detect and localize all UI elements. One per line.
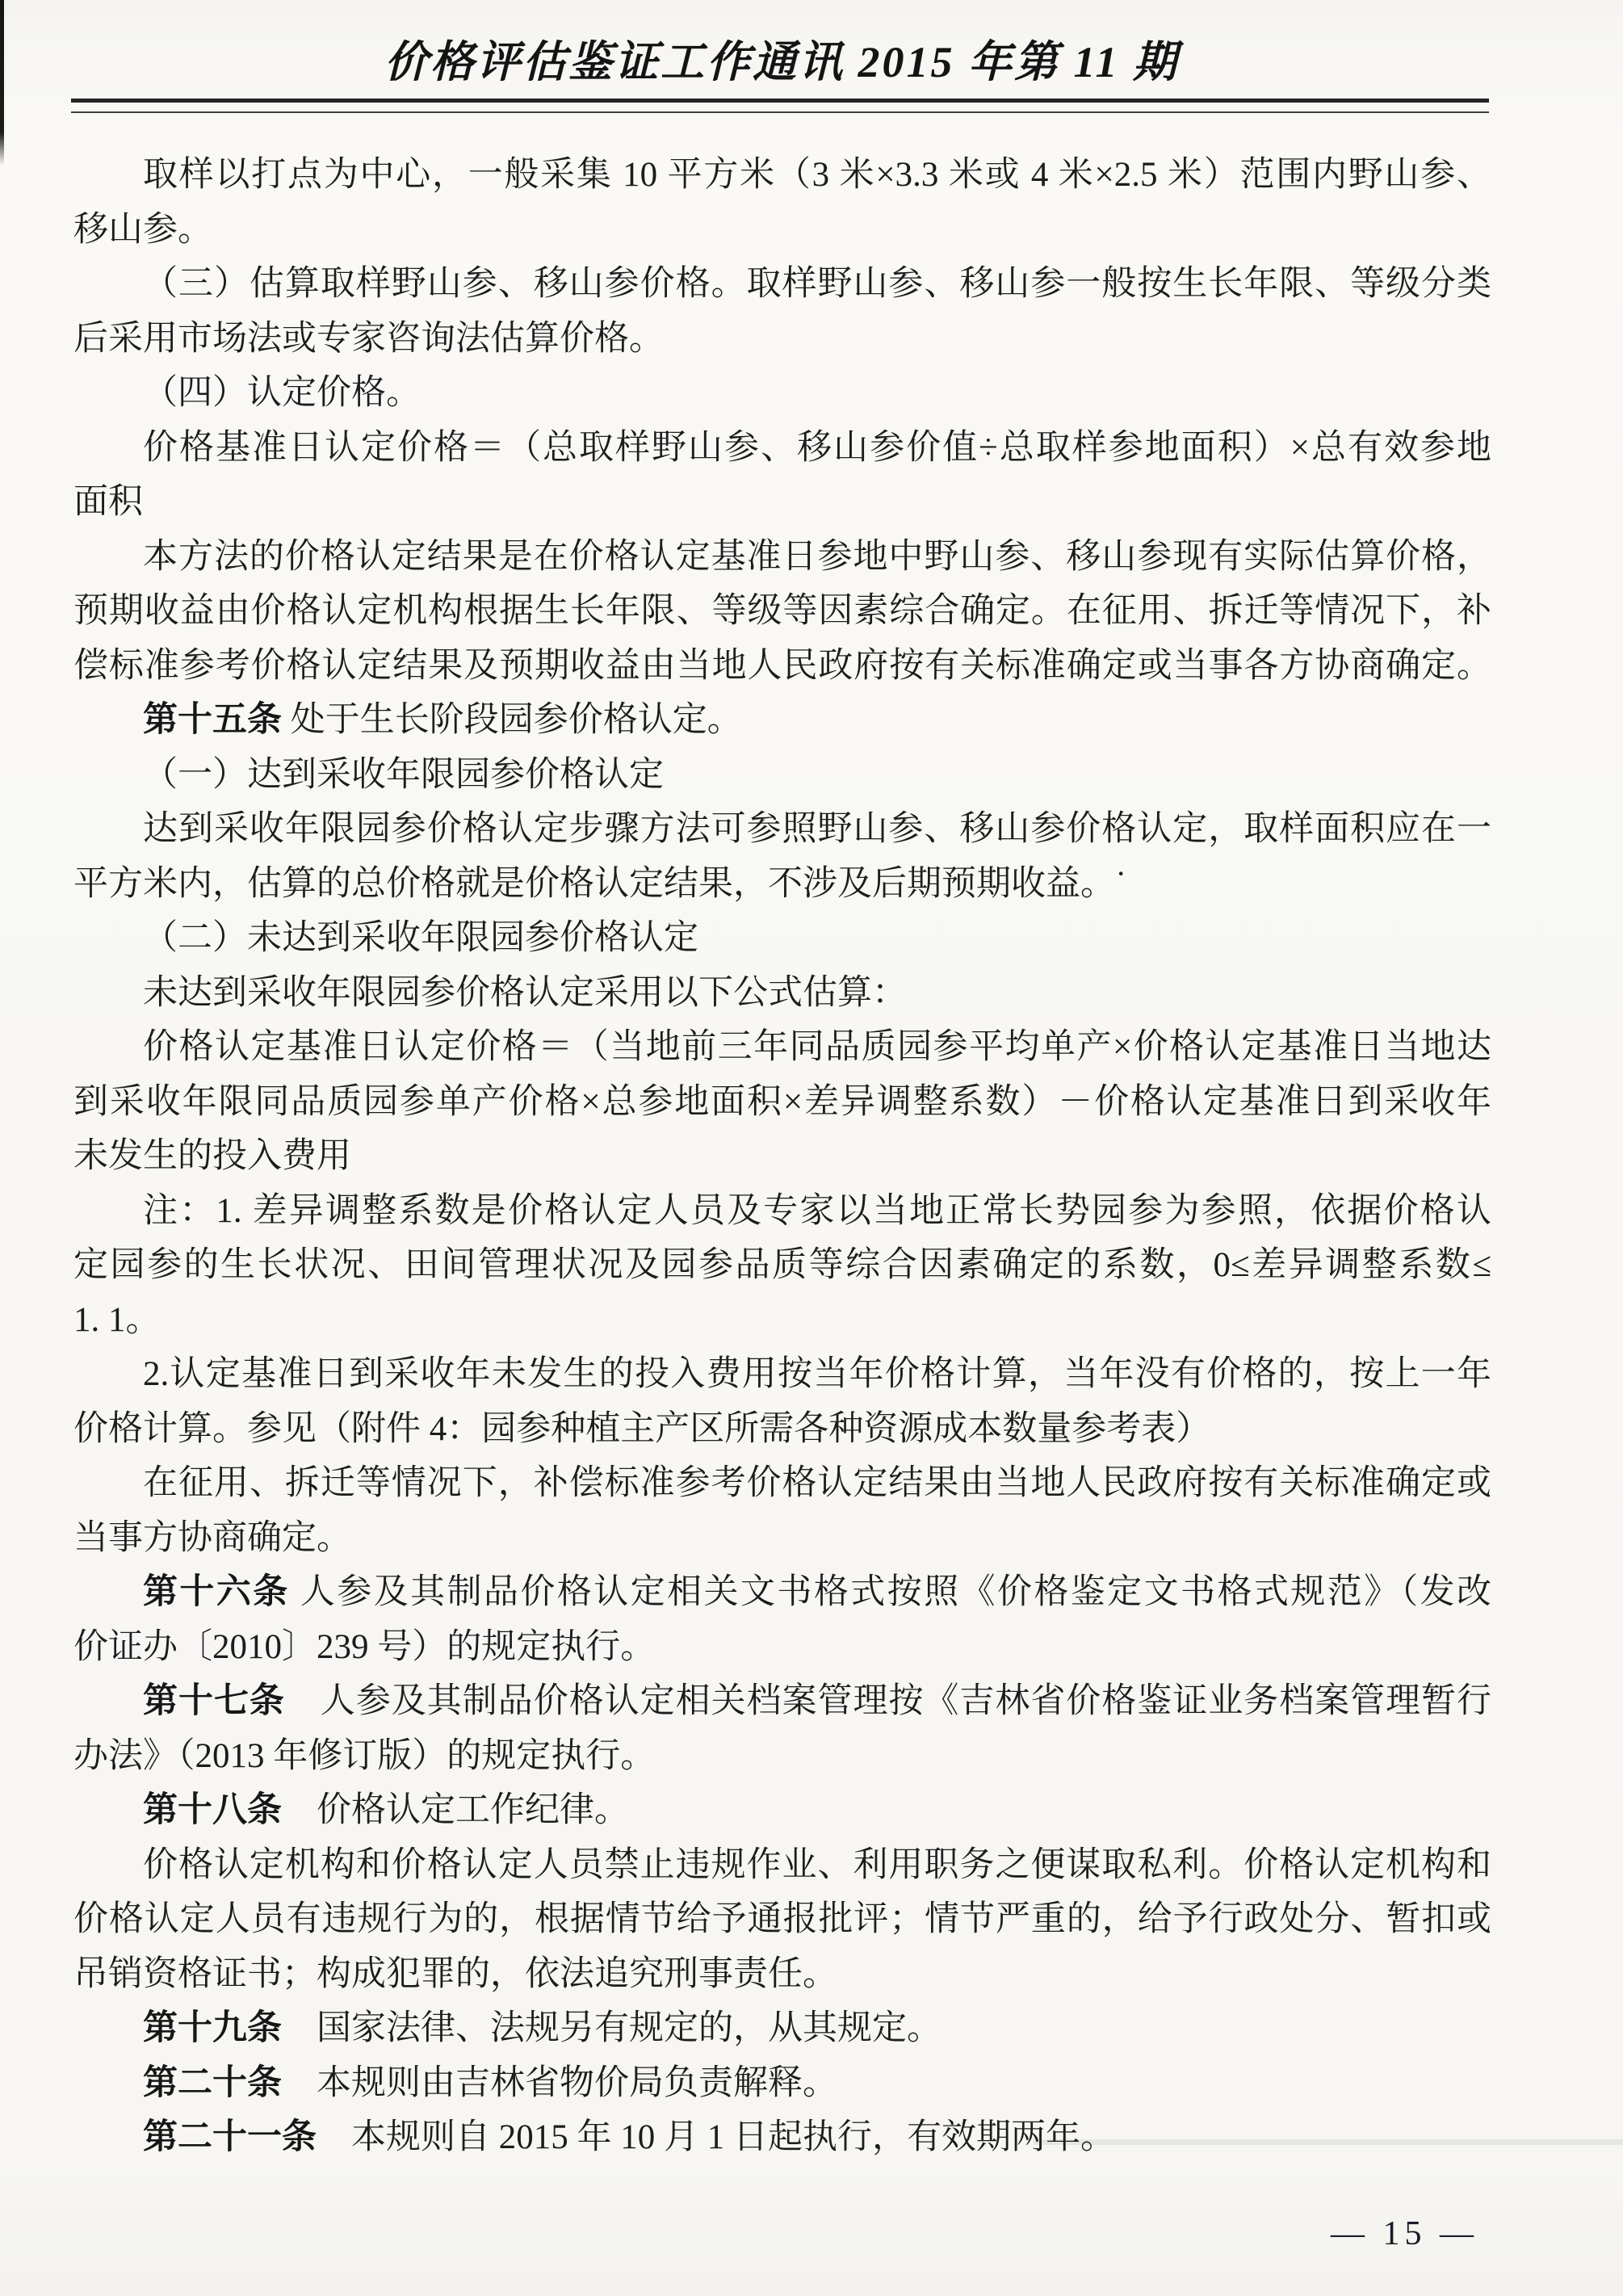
text-line xyxy=(73,1674,1491,1729)
line-text: 面积 xyxy=(73,483,143,521)
line-text: 本方法的价格认定结果是在价格认定基准日参地中野山参、移山参现有实际估算价格， xyxy=(143,537,1491,576)
text-line xyxy=(73,1075,1491,1130)
page-number: — 15 — xyxy=(1331,2215,1478,2252)
text-line xyxy=(73,1511,1491,1566)
text-line xyxy=(73,2001,1491,2056)
line-text: 未发生的投入费用 xyxy=(73,1137,351,1175)
text-line xyxy=(73,1238,1491,1293)
line-text: 人参及其制品价格认定相关文书格式按照《价格鉴定文书格式规范》（发改 xyxy=(289,1573,1491,1611)
text-line xyxy=(73,1129,1491,1184)
text-line xyxy=(73,1184,1491,1239)
masthead-double-rule xyxy=(71,99,1489,113)
line-text: 人参及其制品价格认定相关档案管理按《吉林省价格鉴证业务档案管理暂行 xyxy=(284,1682,1491,1720)
text-line xyxy=(73,257,1491,312)
line-text: （一）达到采收年限园参价格认定 xyxy=(143,755,664,794)
line-text: 后采用市场法或专家咨询法估算价格。 xyxy=(73,319,664,358)
article-number-lead: 第十六条 xyxy=(143,1572,290,1611)
text-line xyxy=(73,1402,1491,1457)
line-text: 价格认定机构和价格认定人员禁止违规作业、利用职务之便谋取私利。价格认定机构和 xyxy=(143,1845,1491,1884)
text-line xyxy=(73,1838,1491,1893)
text-line xyxy=(73,1456,1491,1511)
text-line xyxy=(73,203,1491,258)
article-number-lead: 第二十一条 xyxy=(143,2118,317,2156)
text-line xyxy=(73,1293,1491,1348)
line-text: 本规则由吉林省物价局负责解释。 xyxy=(282,2063,837,2102)
line-text: 国家法律、法规另有规定的，从其规定。 xyxy=(282,2009,942,2047)
line-text: 办法》（2013 年修订版）的规定执行。 xyxy=(73,1736,656,1775)
document-body xyxy=(73,148,1491,2165)
line-text: 偿标准参考价格认定结果及预期收益由当地人民政府按有关标准确定或当事各方协商确定。 xyxy=(73,646,1491,685)
line-text: 未达到采收年限园参价格认定采用以下公式估算： xyxy=(143,973,907,1012)
article-number-lead: 第十五条 xyxy=(143,700,282,739)
newsletter-masthead-title: 价格评估鉴证工作通讯 2015 年第 11 期 xyxy=(384,38,1180,86)
line-text: 达到采收年限园参价格认定步骤方法可参照野山参、移山参价格认定，取样面积应在一 xyxy=(143,810,1491,848)
text-line xyxy=(73,966,1491,1021)
line-text: 价格计算。参见（附件 4：园参种植主产区所需各种资源成本数量参考表） xyxy=(73,1409,1211,1448)
text-line xyxy=(73,1020,1491,1075)
line-text: 价格认定人员有违规行为的，根据情节给予通报批评；情节严重的，给予行政处分、暂扣或 xyxy=(73,1900,1491,1938)
text-line xyxy=(73,584,1491,639)
line-text: （四）认定价格。 xyxy=(143,374,421,412)
text-line xyxy=(73,148,1491,203)
line-text: （三）估算取样野山参、移山参价格。取样野山参、移山参一般按生长年限、等级分类 xyxy=(143,265,1491,303)
text-line xyxy=(73,857,1491,912)
line-text: 定园参的生长状况、田间管理状况及园参品质等综合因素确定的系数，0≤差异调整系数≤ xyxy=(73,1246,1491,1284)
line-text: 价格认定工作纪律。 xyxy=(282,1791,629,1829)
text-line xyxy=(73,1347,1491,1402)
text-line xyxy=(73,530,1491,585)
text-line xyxy=(73,1783,1491,1838)
text-line xyxy=(73,366,1491,421)
line-text: 价格基准日认定价格＝（总取样野山参、移山参价值÷总取样参地面积）×总有效参地 xyxy=(143,428,1491,467)
line-text: 预期收益由价格认定机构根据生长年限、等级等因素综合确定。在征用、拆迁等情况下，补 xyxy=(73,592,1491,630)
line-text: 价证办〔2010〕239 号）的规定执行。 xyxy=(73,1627,656,1666)
line-text: 价格认定基准日认定价格＝（当地前三年同品质园参平均单产×价格认定基准日当地达 xyxy=(143,1028,1491,1066)
text-line xyxy=(73,802,1491,857)
text-line xyxy=(73,693,1491,748)
line-text: （二）未达到采收年限园参价格认定 xyxy=(143,919,698,957)
article-number-lead: 第十七条 xyxy=(143,1681,285,1720)
text-line xyxy=(73,911,1491,966)
text-line xyxy=(73,421,1491,476)
text-line xyxy=(73,1947,1491,2002)
scan-edge-artifact xyxy=(0,0,4,166)
article-number-lead: 第十九条 xyxy=(143,2008,282,2047)
text-line xyxy=(73,1565,1491,1620)
line-text: 注：1. 差异调整系数是价格认定人员及专家以当地正常长势园参为参照，依据价格认 xyxy=(143,1191,1491,1230)
text-line xyxy=(73,1620,1491,1675)
line-text: 当事方协商确定。 xyxy=(73,1518,351,1557)
text-line xyxy=(73,1729,1491,1784)
text-line xyxy=(73,475,1491,530)
line-text: 处于生长阶段园参价格认定。 xyxy=(282,701,742,739)
line-text: 取样以打点为中心，一般采集 10 平方米（3 米×3.3 米或 4 米×2.5 米）范围内野山参、 xyxy=(143,156,1491,194)
line-text: 平方米内，估算的总价格就是价格认定结果，不涉及后期预期收益。˙ xyxy=(73,864,1127,903)
line-text: 到采收年限同品质园参单产价格×总参地面积×差异调整系数）－价格认定基准日到采收年 xyxy=(73,1082,1491,1121)
text-line xyxy=(73,312,1491,367)
article-number-lead: 第十八条 xyxy=(143,1790,282,1829)
line-text: 本规则自 2015 年 10 月 1 日起执行，有效期两年。 xyxy=(317,2118,1115,2156)
text-line xyxy=(73,639,1491,694)
text-line xyxy=(73,1892,1491,1947)
line-text: 吊销资格证书；构成犯罪的，依法追究刑事责任。 xyxy=(73,1954,837,1993)
line-text: 1. 1。 xyxy=(73,1300,161,1339)
text-line xyxy=(73,2056,1491,2111)
article-number-lead: 第二十条 xyxy=(143,2063,282,2102)
line-text: 2.认定基准日到采收年未发生的投入费用按当年价格计算，当年没有价格的，按上一年 xyxy=(143,1355,1491,1393)
line-text: 移山参。 xyxy=(73,210,212,249)
line-text: 在征用、拆迁等情况下，补偿标准参考价格认定结果由当地人民政府按有关标准确定或 xyxy=(143,1464,1491,1502)
text-line xyxy=(73,748,1491,803)
text-line xyxy=(73,2110,1491,2165)
